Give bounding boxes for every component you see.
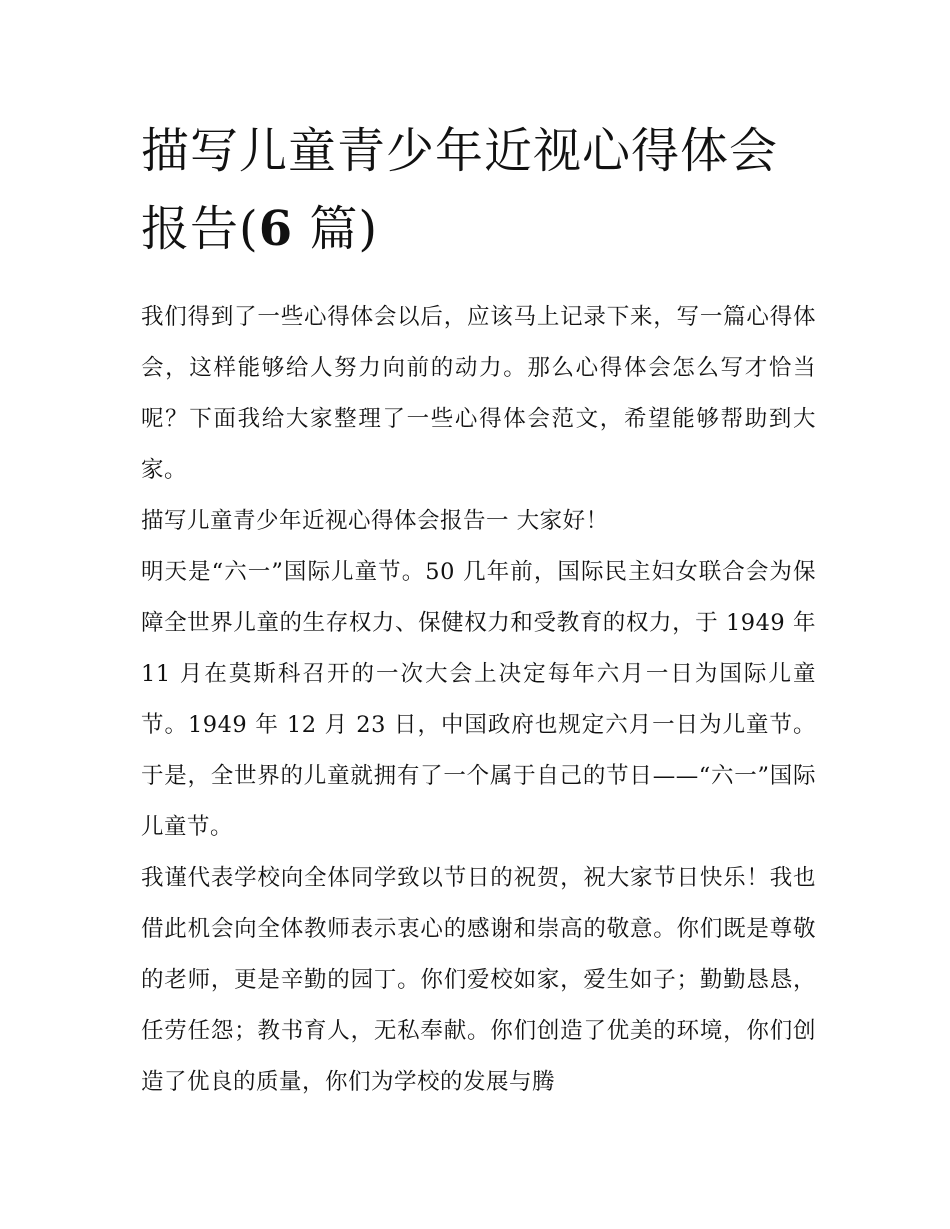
title-line-2-number: 6: [258, 201, 294, 257]
document-body: [141, 292, 816, 1108]
childrens-day-paragraph: 明天是“六一”国际儿童节。50 几年前，国际民主妇女联合会为保障全世界儿童的生存权力、保健权力和受教育的权力，于 1949 年 11 月在莫斯科召开的一次大会上决定每年六月一日为国际儿童节。1949 年 12 月 23 日，中国政府也规定六月一日为儿童节。于是，全世界的儿童就拥有了一个属于自己的节日——“六一”国际儿童节。: [141, 559, 816, 840]
intro-paragraph: 我们得到了一些心得体会以后，应该马上记录下来，写一篇心得体会，这样能够给人努力向前的动力。那么心得体会怎么写才恰当呢？下面我给大家整理了一些心得体会范文，希望能够帮助到大家。: [141, 304, 816, 483]
title-line-1: 描写儿童青少年近视心得体会: [141, 123, 779, 179]
title-line-2-suffix: 篇): [293, 201, 379, 257]
document-title: [141, 112, 816, 268]
section-heading-paragraph: 描写儿童青少年近视心得体会报告一 大家好！: [141, 508, 609, 534]
title-line-2-prefix: 报告(: [141, 201, 259, 257]
document-content: [141, 112, 816, 1108]
teachers-thanks-paragraph: 我谨代表学校向全体同学致以节日的祝贺，祝大家节日快乐！我也借此机会向全体教师表示衷心的感谢和崇高的敬意。你们既是尊敬的老师，更是辛勤的园丁。你们爱校如家，爱生如子；勤勤恳恳，任劳任怨；教书育人，无私奉献。你们创造了优美的环境，你们创造了优良的质量，你们为学校的发展与腾: [141, 865, 816, 1095]
